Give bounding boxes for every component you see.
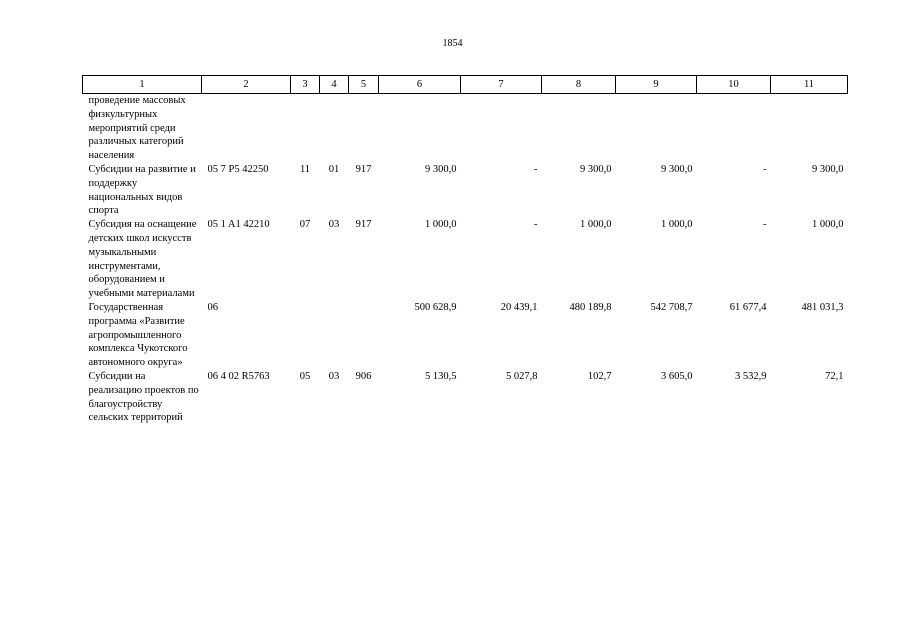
row-admin-code: 917 (355, 163, 372, 175)
row-value-9: 1 000,0 (661, 219, 693, 231)
table-row (83, 163, 848, 218)
row-value-10: - (763, 219, 767, 231)
row-subsection (320, 94, 349, 163)
row-section: 07 (299, 219, 311, 231)
table-row (83, 301, 848, 370)
column-header-5: 5 (349, 76, 379, 94)
row-value-8: 1 000,0 (580, 219, 612, 231)
row-value-7: 5 027,8 (506, 370, 538, 382)
row-section: 11 (299, 163, 311, 175)
table-row (83, 370, 848, 425)
row-value-8: 9 300,0 (580, 163, 612, 175)
column-header-2: 2 (202, 76, 291, 94)
row-admin-code (349, 301, 379, 370)
row-subsection: 01 (328, 163, 340, 175)
row-value-8 (542, 94, 616, 163)
table-row (83, 218, 848, 301)
row-subsection (320, 301, 349, 370)
column-header-8: 8 (542, 76, 616, 94)
row-admin-code: 917 (355, 219, 372, 231)
row-code: 05 1 A1 42210 (207, 219, 270, 231)
row-value-11: 72,1 (825, 370, 844, 382)
column-header-9: 9 (616, 76, 697, 94)
row-value-9: 542 708,7 (650, 301, 693, 313)
row-code (202, 94, 291, 163)
column-header-7: 7 (461, 76, 542, 94)
row-section (291, 301, 320, 370)
row-value-6: 1 000,0 (425, 219, 457, 231)
row-value-7 (461, 94, 542, 163)
row-value-11: 9 300,0 (812, 163, 844, 175)
row-code: 05 7 P5 42250 (207, 163, 269, 175)
row-value-6: 500 628,9 (414, 301, 457, 313)
column-header-1: 1 (83, 76, 202, 94)
row-value-9 (616, 94, 697, 163)
column-header-4: 4 (320, 76, 349, 94)
row-value-8: 102,7 (587, 370, 612, 382)
row-name: Государственная программа «Развитие агропромышленного комплекса Чукотского автономного округа» (88, 301, 188, 369)
row-name: Субсидии на реализацию проектов по благоустройству сельских территорий (88, 370, 199, 424)
row-name: проведение массовых физкультурных мероприятий среди различных категорий населения (88, 95, 186, 162)
row-value-10: 61 677,4 (729, 301, 767, 313)
column-header-6: 6 (379, 76, 461, 94)
row-value-8: 480 189,8 (569, 301, 612, 313)
row-admin-code (349, 94, 379, 163)
table-row (83, 94, 848, 163)
row-value-6: 5 130,5 (425, 370, 457, 382)
budget-table (82, 75, 848, 425)
row-value-10: - (763, 163, 767, 175)
row-value-9: 3 605,0 (661, 370, 693, 382)
row-value-9: 9 300,0 (661, 163, 693, 175)
row-value-7: - (534, 163, 538, 175)
row-subsection: 03 (328, 370, 340, 382)
row-code: 06 (207, 301, 218, 313)
row-name: Субсидии на развитие и поддержку национальных видов спорта (88, 163, 196, 217)
row-subsection: 03 (328, 219, 340, 231)
column-header-3: 3 (291, 76, 320, 94)
column-header-10: 10 (697, 76, 771, 94)
row-section: 05 (299, 370, 311, 382)
row-value-11: 1 000,0 (812, 219, 844, 231)
row-value-11: 481 031,3 (801, 301, 844, 313)
row-value-7: - (534, 219, 538, 231)
row-value-6 (379, 94, 461, 163)
row-value-10 (697, 94, 771, 163)
page-number: 1854 (442, 38, 463, 49)
row-code: 06 4 02 R5763 (207, 370, 270, 382)
row-value-6: 9 300,0 (425, 163, 457, 175)
header-row (83, 76, 848, 94)
row-value-10: 3 532,9 (735, 370, 767, 382)
row-name: Субсидия на оснащение детских школ искусств музыкальными инструментами, оборудованием и учебными материалами (88, 219, 197, 300)
column-header-11: 11 (771, 76, 848, 94)
row-admin-code: 906 (355, 370, 372, 382)
row-value-11 (771, 94, 848, 163)
row-value-7: 20 439,1 (500, 301, 538, 313)
row-section (291, 94, 320, 163)
